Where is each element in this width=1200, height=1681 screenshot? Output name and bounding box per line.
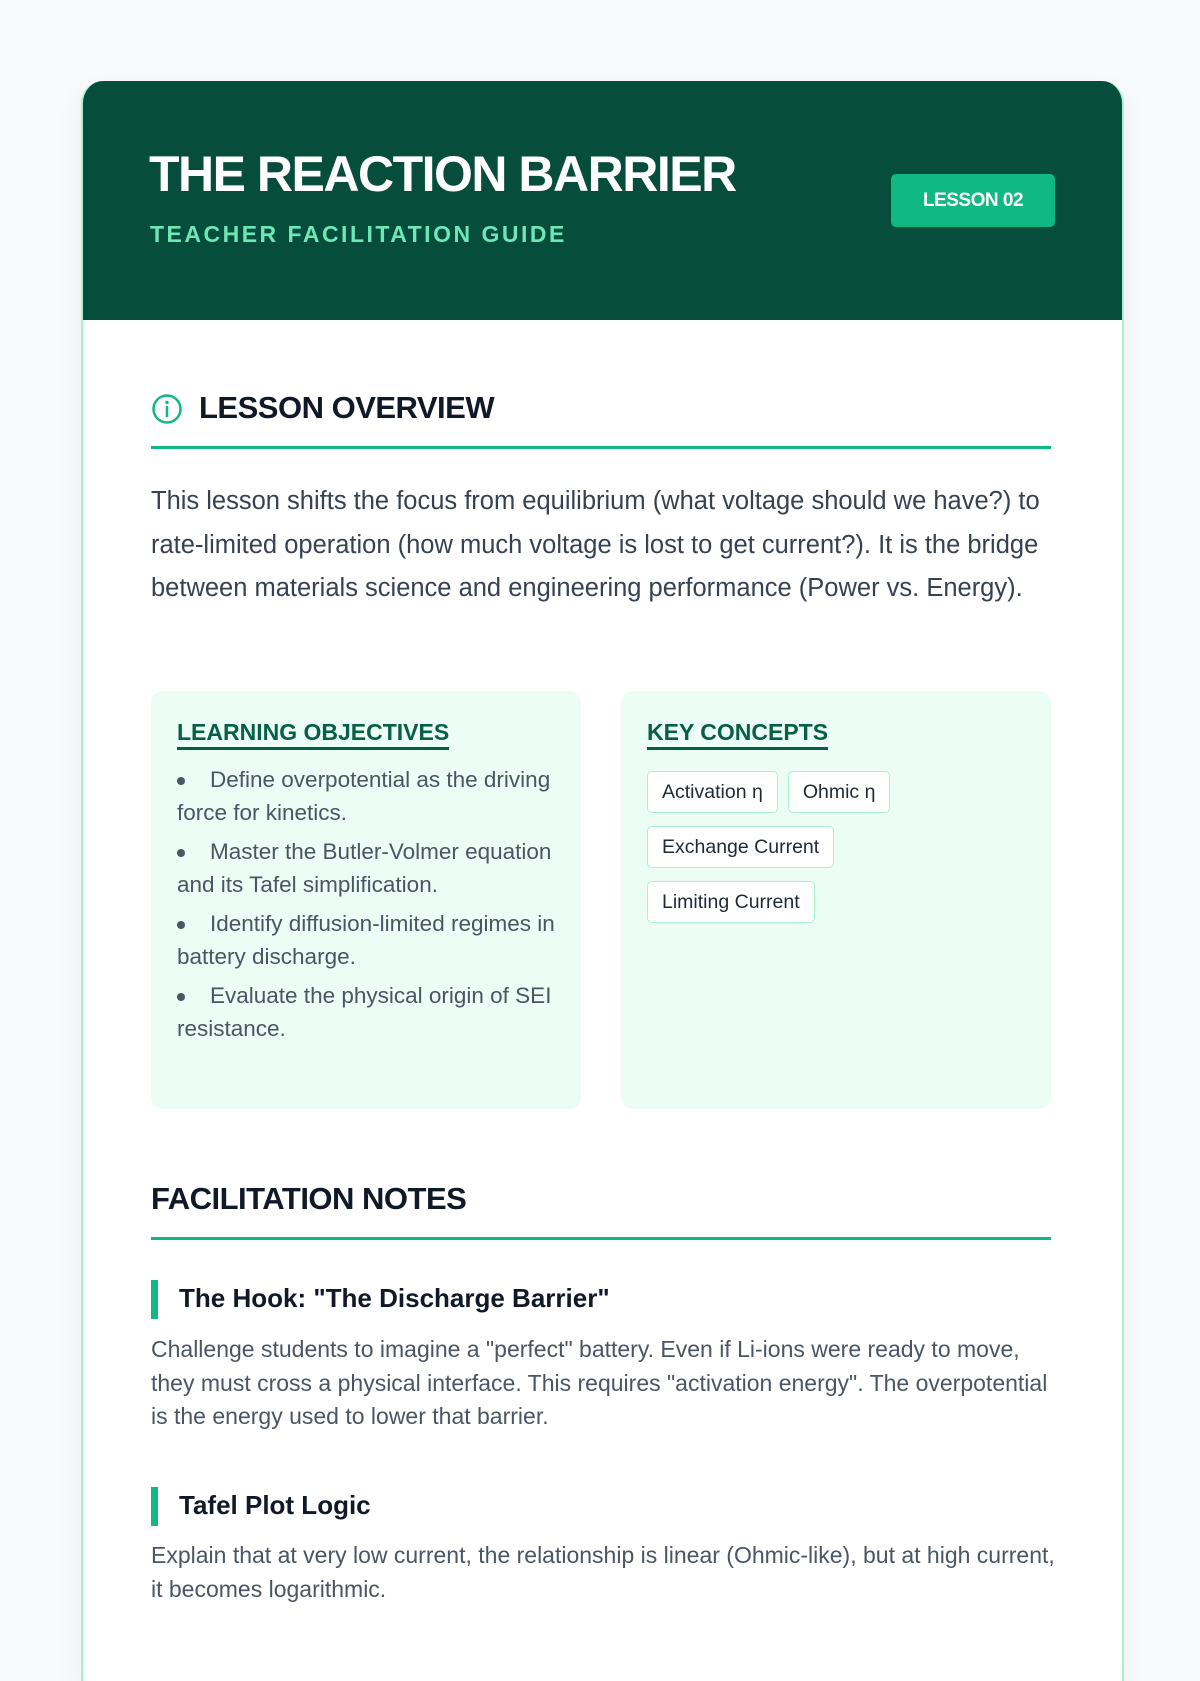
objective-item: Define overpotential as the driving force for kinetics.: [177, 763, 557, 829]
objective-item: Identify diffusion-limited regimes in battery discharge.: [177, 907, 557, 973]
note-accent-bar: [151, 1280, 158, 1319]
lesson-badge: LESSON 02: [891, 174, 1055, 227]
note-body: Explain that at very low current, the relationship is linear (Ohmic-like), but at high current, it becomes logarithmic.: [151, 1542, 1055, 1602]
note-accent-bar: [151, 1487, 158, 1526]
concept-tag: Activation η: [647, 771, 778, 813]
objective-item: Evaluate the physical origin of SEI resistance.: [177, 979, 557, 1045]
note-body: Challenge students to imagine a "perfect" battery. Even if Li-ions were ready to move, they must cross a physical interface. This requires "activation energy". The overpotential is the energy used to lower that barrier.: [151, 1336, 1048, 1429]
info-icon: [151, 393, 183, 425]
lesson-title: THE REACTION BARRIER: [149, 146, 736, 202]
lesson-subtitle: TEACHER FACILITATION GUIDE: [150, 221, 567, 247]
note-title: Tafel Plot Logic: [179, 1490, 371, 1520]
concept-tags: [647, 771, 1037, 936]
lesson-card: [81, 81, 1124, 1681]
objective-item: Master the Butler-Volmer equation and its Tafel simplification.: [177, 835, 557, 901]
overview-heading: LESSON OVERVIEW: [199, 390, 495, 425]
concept-tag: Ohmic η: [788, 771, 891, 813]
facilitation-rule: [151, 1237, 1051, 1240]
objectives-heading: LEARNING OBJECTIVES: [177, 719, 449, 750]
facilitation-heading: FACILITATION NOTES: [151, 1181, 467, 1216]
objectives-panel: [151, 691, 581, 1109]
overview-rule: [151, 446, 1051, 449]
note-title: The Hook: "The Discharge Barrier": [179, 1283, 610, 1313]
concepts-panel: [621, 691, 1051, 1109]
concept-tag: Limiting Current: [647, 881, 815, 923]
objectives-list: [177, 763, 557, 1051]
header-banner: [83, 81, 1122, 320]
concept-tag: Exchange Current: [647, 826, 834, 868]
concepts-heading: KEY CONCEPTS: [647, 719, 828, 750]
overview-text: This lesson shifts the focus from equilibrium (what voltage should we have?) to rate-limited operation (how much voltage is lost to get current?). It is the bridge between materials science and engineering performance (Power vs. Energy).: [151, 487, 1040, 602]
